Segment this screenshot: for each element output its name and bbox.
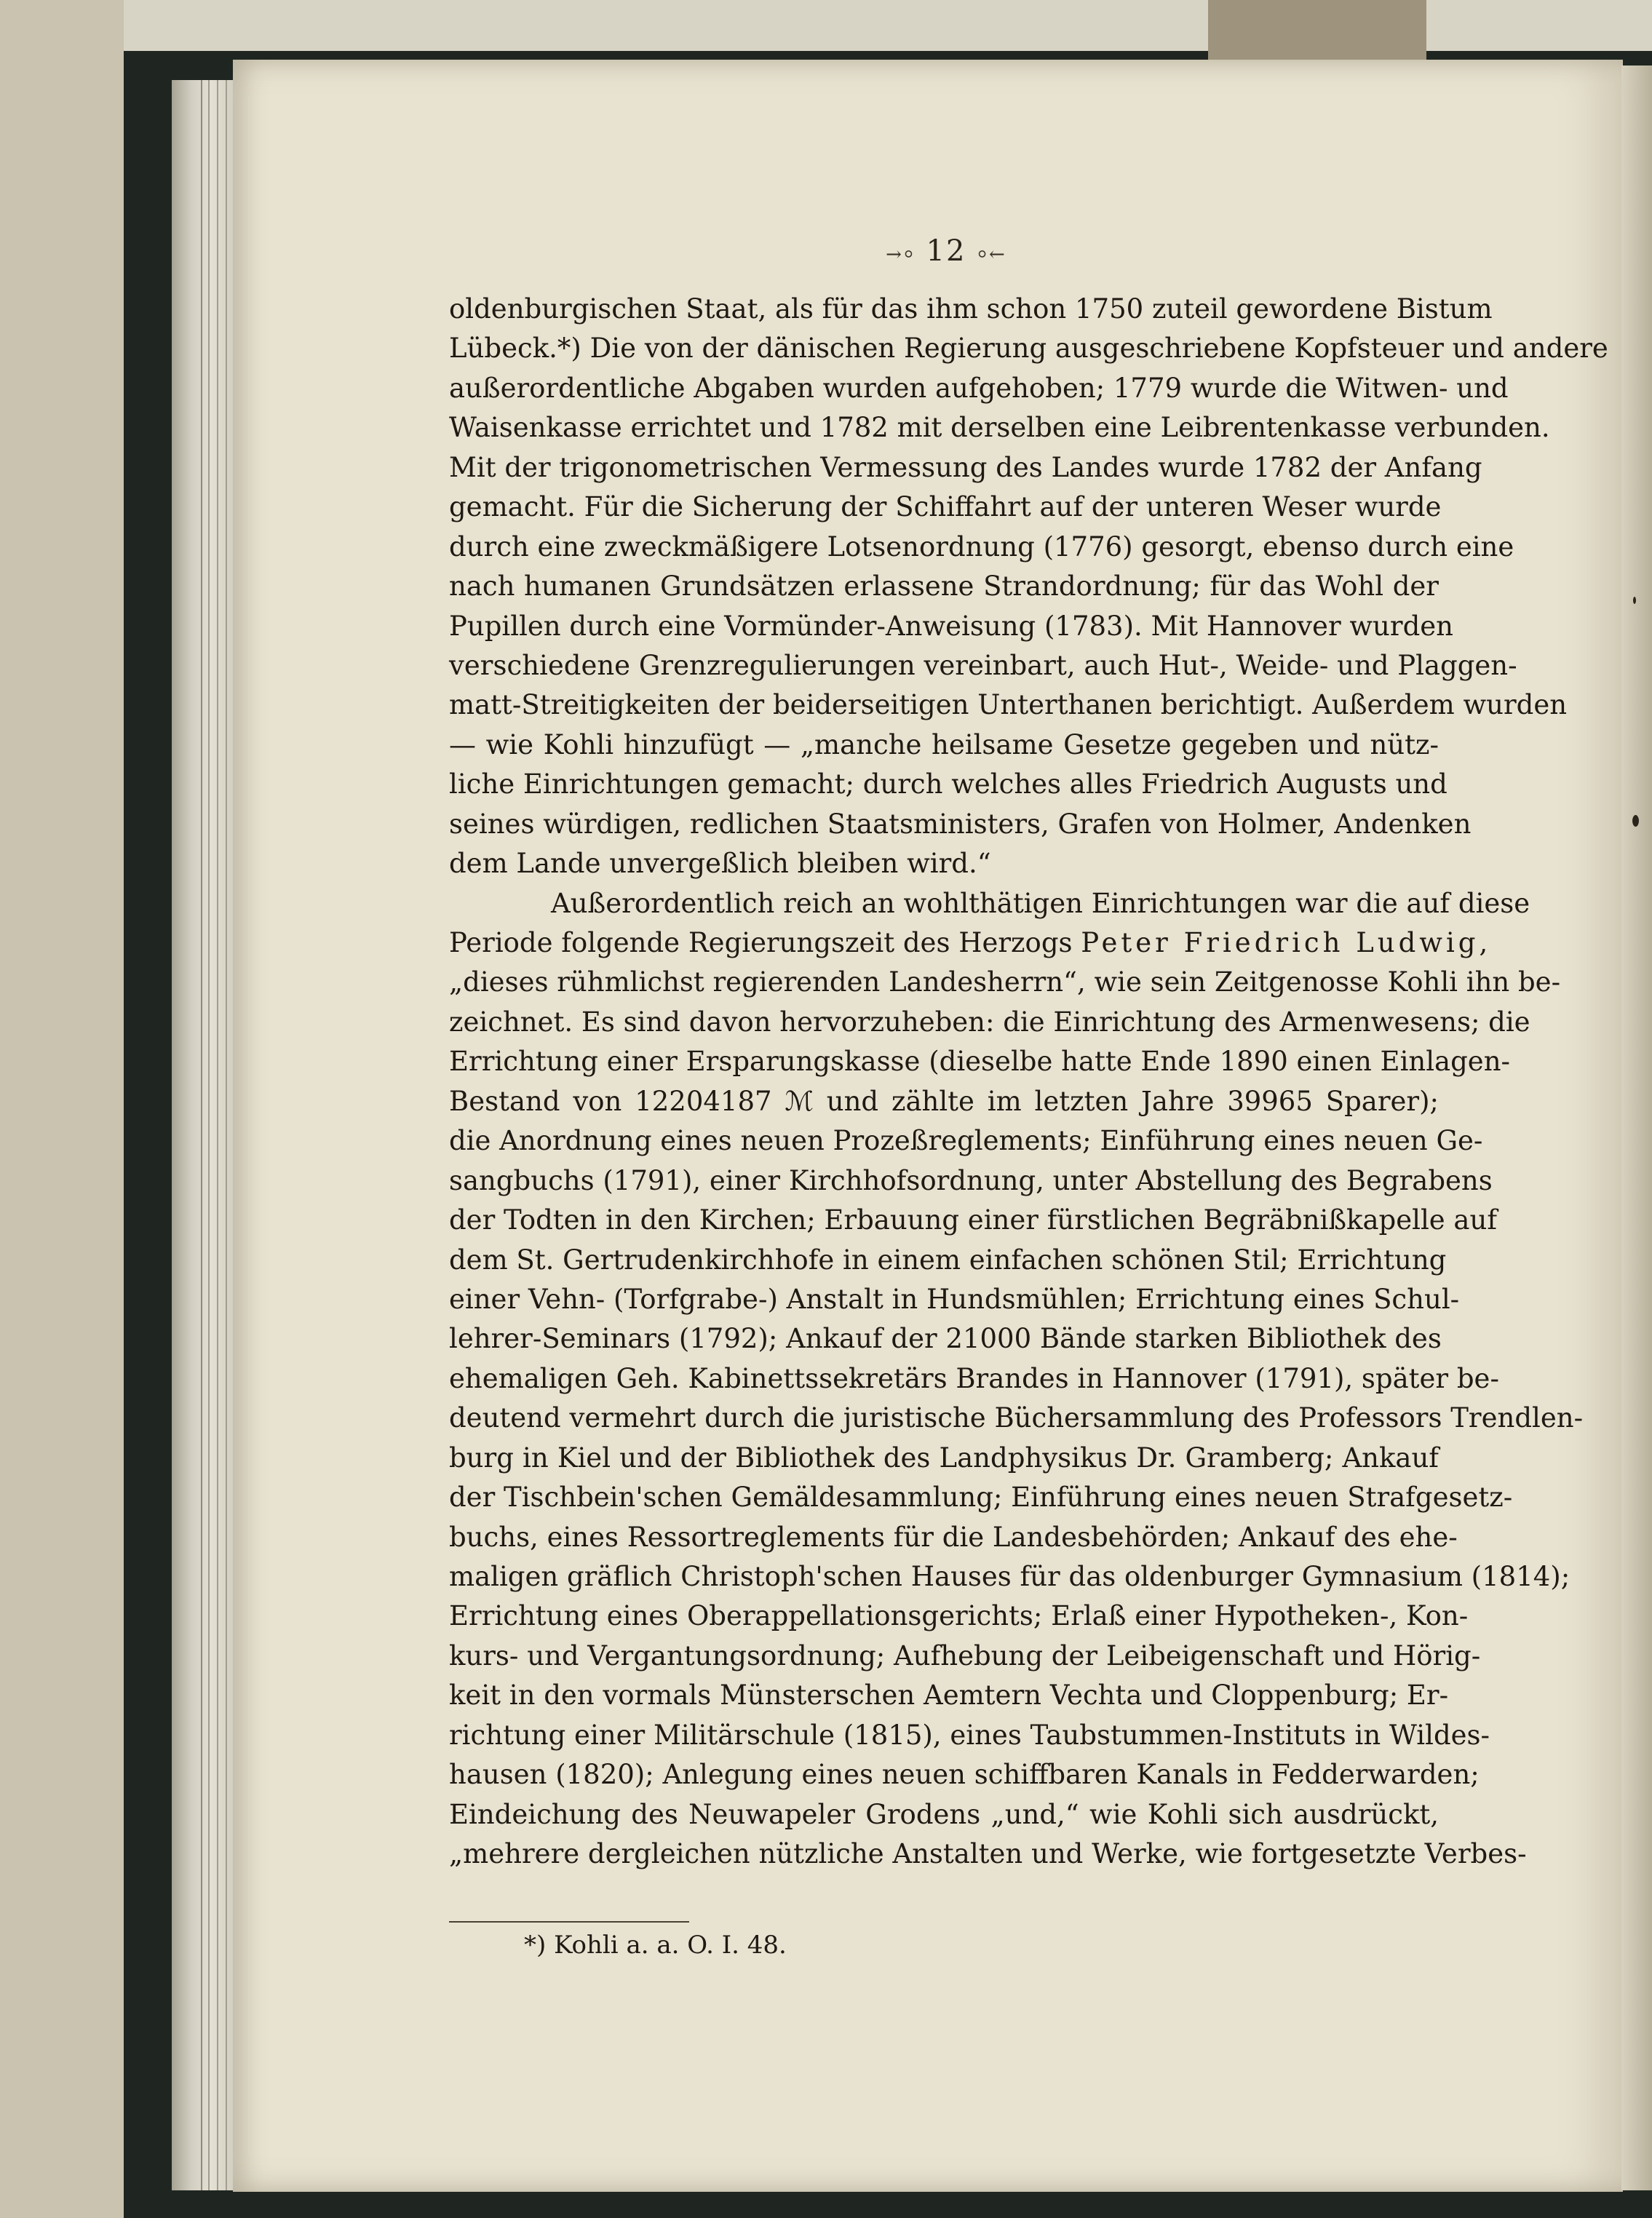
text-line: hausen (1820); Anlegung eines neuen schiffbaren Kanals in Fedderwarden; [449,1759,1480,1791]
text-line: keit in den vormals Münsterschen Aemtern Vechta und Cloppenburg; Er- [449,1680,1449,1712]
text-line: richtung einer Militärschule (1815), eines Taubstummen-Instituts in Wildes- [449,1719,1490,1751]
body-text [449,290,1608,1875]
text-line: die Anordnung eines neuen Prozeßreglements; Einführung eines neuen Ge- [449,1125,1483,1157]
text-line: deutend vermehrt durch die juristische Büchersammlung des Professors Trendlen- [449,1402,1584,1434]
text-line: lehrer-Seminars (1792); Ankauf der 21000 Bände starken Bibliothek des [449,1323,1442,1355]
text-line: Pupillen durch eine Vormünder-Anweisung (1783). Mit Hannover wurden [449,610,1453,642]
page-number: 12 [926,234,966,268]
text-line: liche Einrichtungen gemacht; durch welches alles Friedrich Augusts und [449,768,1448,800]
text-line: sangbuchs (1791), einer Kirchhofsordnung, unter Abstellung des Begrabens [449,1164,1493,1196]
text-line: gemacht. Für die Sicherung der Schiffahrt auf der unteren Weser wurde [449,491,1442,523]
ink-mark [1632,815,1639,827]
text-line: der Todten in den Kirchen; Erbauung einer fürstlichen Begräbnißkapelle auf [449,1204,1498,1236]
text-line: „dieses rühmlichst regierenden Landesherrn“, wie sein Zeitgenosse Kohli ihn be- [449,966,1561,998]
text-line: oldenburgischen Staat, als für das ihm schon 1750 zuteil gewordene Bistum [449,293,1493,325]
text-line: Errichtung eines Oberappellationsgerichts; Erlaß einer Hypotheken-, Kon- [449,1600,1469,1632]
paper-tab [1208,0,1426,62]
text-line: Mit der trigonometrischen Vermessung des Landes wurde 1782 der Anfang [449,451,1482,483]
text-line: Bestand von 12204187 ℳ und zählte im letzten Jahre 39965 Sparer); [449,1085,1439,1117]
text-line: seines würdigen, redlichen Staatsministers, Grafen von Holmer, Andenken [449,808,1472,840]
text-line: Errichtung einer Ersparungskasse (dieselbe hatte Ende 1890 einen Einlagen- [449,1046,1511,1078]
text-line: Waisenkasse errichtet und 1782 mit derselben eine Leibrentenkasse verbunden. [449,412,1550,444]
ink-mark [1633,597,1636,604]
text-line: dem St. Gertrudenkirchhofe in einem einfachen schönen Stil; Errichtung [449,1244,1447,1276]
text-line: burg in Kiel und der Bibliothek des Landphysikus Dr. Gramberg; Ankauf [449,1442,1439,1474]
page-right-edge [1621,65,1652,2190]
paragraph-start: Außerordentlich reich an wohlthätigen Einrichtungen war die auf diese [551,887,1530,919]
text-span: Periode folgende Regierungszeit des Herzogs [449,927,1073,958]
footnote: *) Kohli a. a. O. I. 48. [524,1931,787,1960]
page-number-header [851,234,1041,268]
text-line: „mehrere dergleichen nützliche Anstalten und Werke, wie fortgesetzte Verbes- [449,1838,1527,1870]
page-stack-edge [172,80,237,2190]
text-line: einer Vehn- (Torfgrabe-) Anstalt in Hundsmühlen; Errichtung eines Schul- [449,1283,1460,1315]
text-line: verschiedene Grenzregulierungen vereinbart, auch Hut-, Weide- und Plaggen- [449,649,1517,681]
text-line: matt-Streitigkeiten der beiderseitigen Unterthanen berichtigt. Außerdem wurden [449,689,1568,721]
duke-name: Peter Friedrich Ludwig, [1081,927,1492,958]
text-line: Eindeichung des Neuwapeler Grodens „und,“ wie Kohli sich ausdrückt, [449,1798,1439,1830]
text-line: durch eine zweckmäßigere Lotsenordnung (1776) gesorgt, ebenso durch eine [449,530,1514,563]
text-line: buchs, eines Ressortreglements für die Landesbehörden; Ankauf des ehe- [449,1521,1458,1553]
footnote-rule [449,1921,689,1923]
text-line: ehemaligen Geh. Kabinettssekretärs Brandes in Hannover (1791), später be- [449,1362,1499,1394]
text-line: nach humanen Grundsätzen erlassene Strandordnung; für das Wohl der [449,571,1439,603]
text-line: Lübeck.*) Die von der dänischen Regierung ausgeschriebene Kopfsteuer und andere [449,333,1608,365]
text-line: kurs- und Vergantungsordnung; Aufhebung der Leibeigenschaft und Hörig- [449,1639,1481,1672]
text-line: dem Lande unvergeßlich bleiben wird.“ [449,848,991,880]
text-line: außerordentliche Abgaben wurden aufgehoben; 1779 wurde die Witwen- und [449,372,1509,404]
text-line: — wie Kohli hinzufügt — „manche heilsame Gesetze gegeben und nütz- [449,728,1439,760]
text-line: der Tischbein'schen Gemäldesammlung; Einführung eines neuen Strafgesetz- [449,1482,1513,1514]
text-line: zeichnet. Es sind davon hervorzuheben: die Einrichtung des Armenwesens; die [449,1006,1530,1038]
ornament-left: →⸰ [886,244,916,266]
text-line: maligen gräflich Christoph'schen Hauses für das oldenburger Gymnasium (1814); [449,1561,1570,1592]
ornament-right: ⸰← [977,244,1006,266]
text-line [449,923,1492,963]
